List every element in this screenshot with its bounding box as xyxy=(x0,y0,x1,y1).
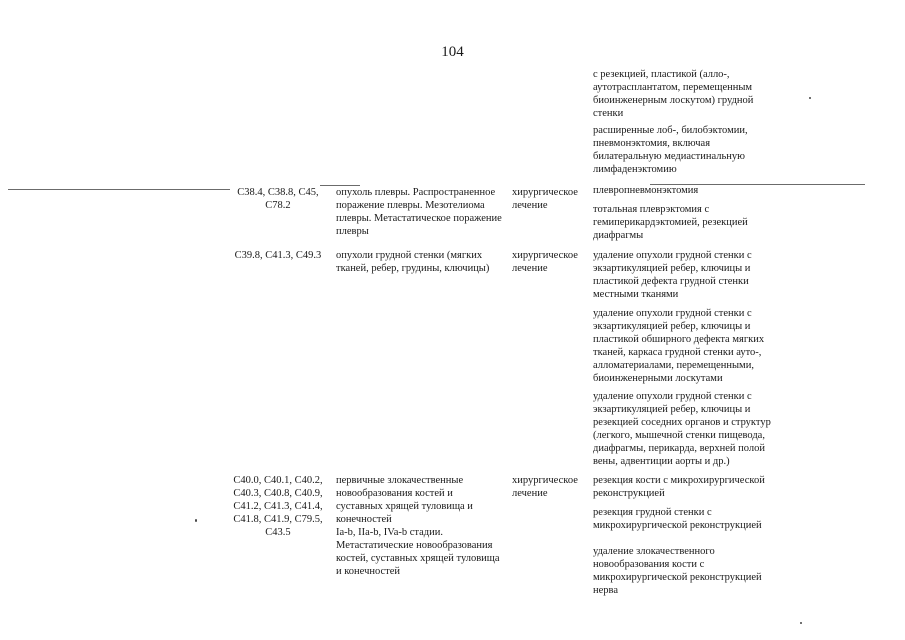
method-text: резекция грудной стенки с микрохирургической реконструкцией xyxy=(593,507,762,531)
scan-artifact-line xyxy=(8,189,230,190)
treatment-type: хирургическое лечение xyxy=(512,475,578,499)
scan-speck xyxy=(800,622,802,624)
method-text: удаление опухоли грудной стенки с экзартикуляцией ребер, ключицы и резекцией соседних органов и структур (легкого, мышечной стенки пищевода, диафрагмы, перикарда, верхней полой вены, адвентиции аорты и др.) xyxy=(593,391,771,467)
treatment-type: хирургическое лечение xyxy=(512,250,578,274)
disease-description: первичные злокачественные новообразования костей и суставных хрящей туловища и конечностей Ia-b, IIa-b, IVa-b стадии. Метастатические новообразования костей, суставных хрящей туловища и конечностей xyxy=(336,475,500,577)
icd-codes: C39.8, C41.3, C49.3 xyxy=(234,250,322,261)
scan-speck xyxy=(809,97,811,99)
method-text: с резекцией, пластикой (алло-, аутотрасплантатом, перемещенным биоинженерным лоскутом) грудной стенки xyxy=(593,69,754,119)
icd-codes: C40.0, C40.1, C40.2, C40.3, C40.8, C40.9, C41.2, C41.3, C41.4, C41.8, C41.9, C79.5, C43.5 xyxy=(233,475,323,538)
treatment-type: хирургическое лечение xyxy=(512,187,578,211)
disease-description: опухоль плевры. Распространенное поражение плевры. Мезотелиома плевры. Метастатическое поражение плевры xyxy=(336,187,502,237)
disease-description: опухоли грудной стенки (мягких тканей, ребер, грудины, ключицы) xyxy=(336,250,490,274)
icd-codes: C38.4, C38.8, C45, C78.2 xyxy=(237,187,319,211)
method-text: удаление опухоли грудной стенки с экзартикуляцией ребер, ключицы и пластикой дефекта грудной стенки местными тканями xyxy=(593,250,752,300)
method-text: удаление злокачественного новообразования кости с микрохирургической реконструкцией нерва xyxy=(593,546,762,596)
method-text: резекция кости с микрохирургической реконструкцией xyxy=(593,475,765,499)
page-number: 104 xyxy=(441,44,464,60)
scan-speck xyxy=(195,519,197,522)
method-text: удаление опухоли грудной стенки с экзартикуляцией ребер, ключицы и пластикой обширного дефекта мягких тканей, каркаса грудной стенки ауто-, алломатериалами, перемещенными, биоинженерными лоскутами xyxy=(593,308,765,384)
method-text: плевропневмонэктомия xyxy=(593,185,699,196)
method-text: тотальная плеврэктомия с гемиперикардэктомией, резекцией диафрагмы xyxy=(593,204,748,241)
method-text: расширенные лоб-, билобэктомии, пневмонэктомия, включая билатеральную медиастинальную лимфаденэктомию xyxy=(593,125,748,175)
